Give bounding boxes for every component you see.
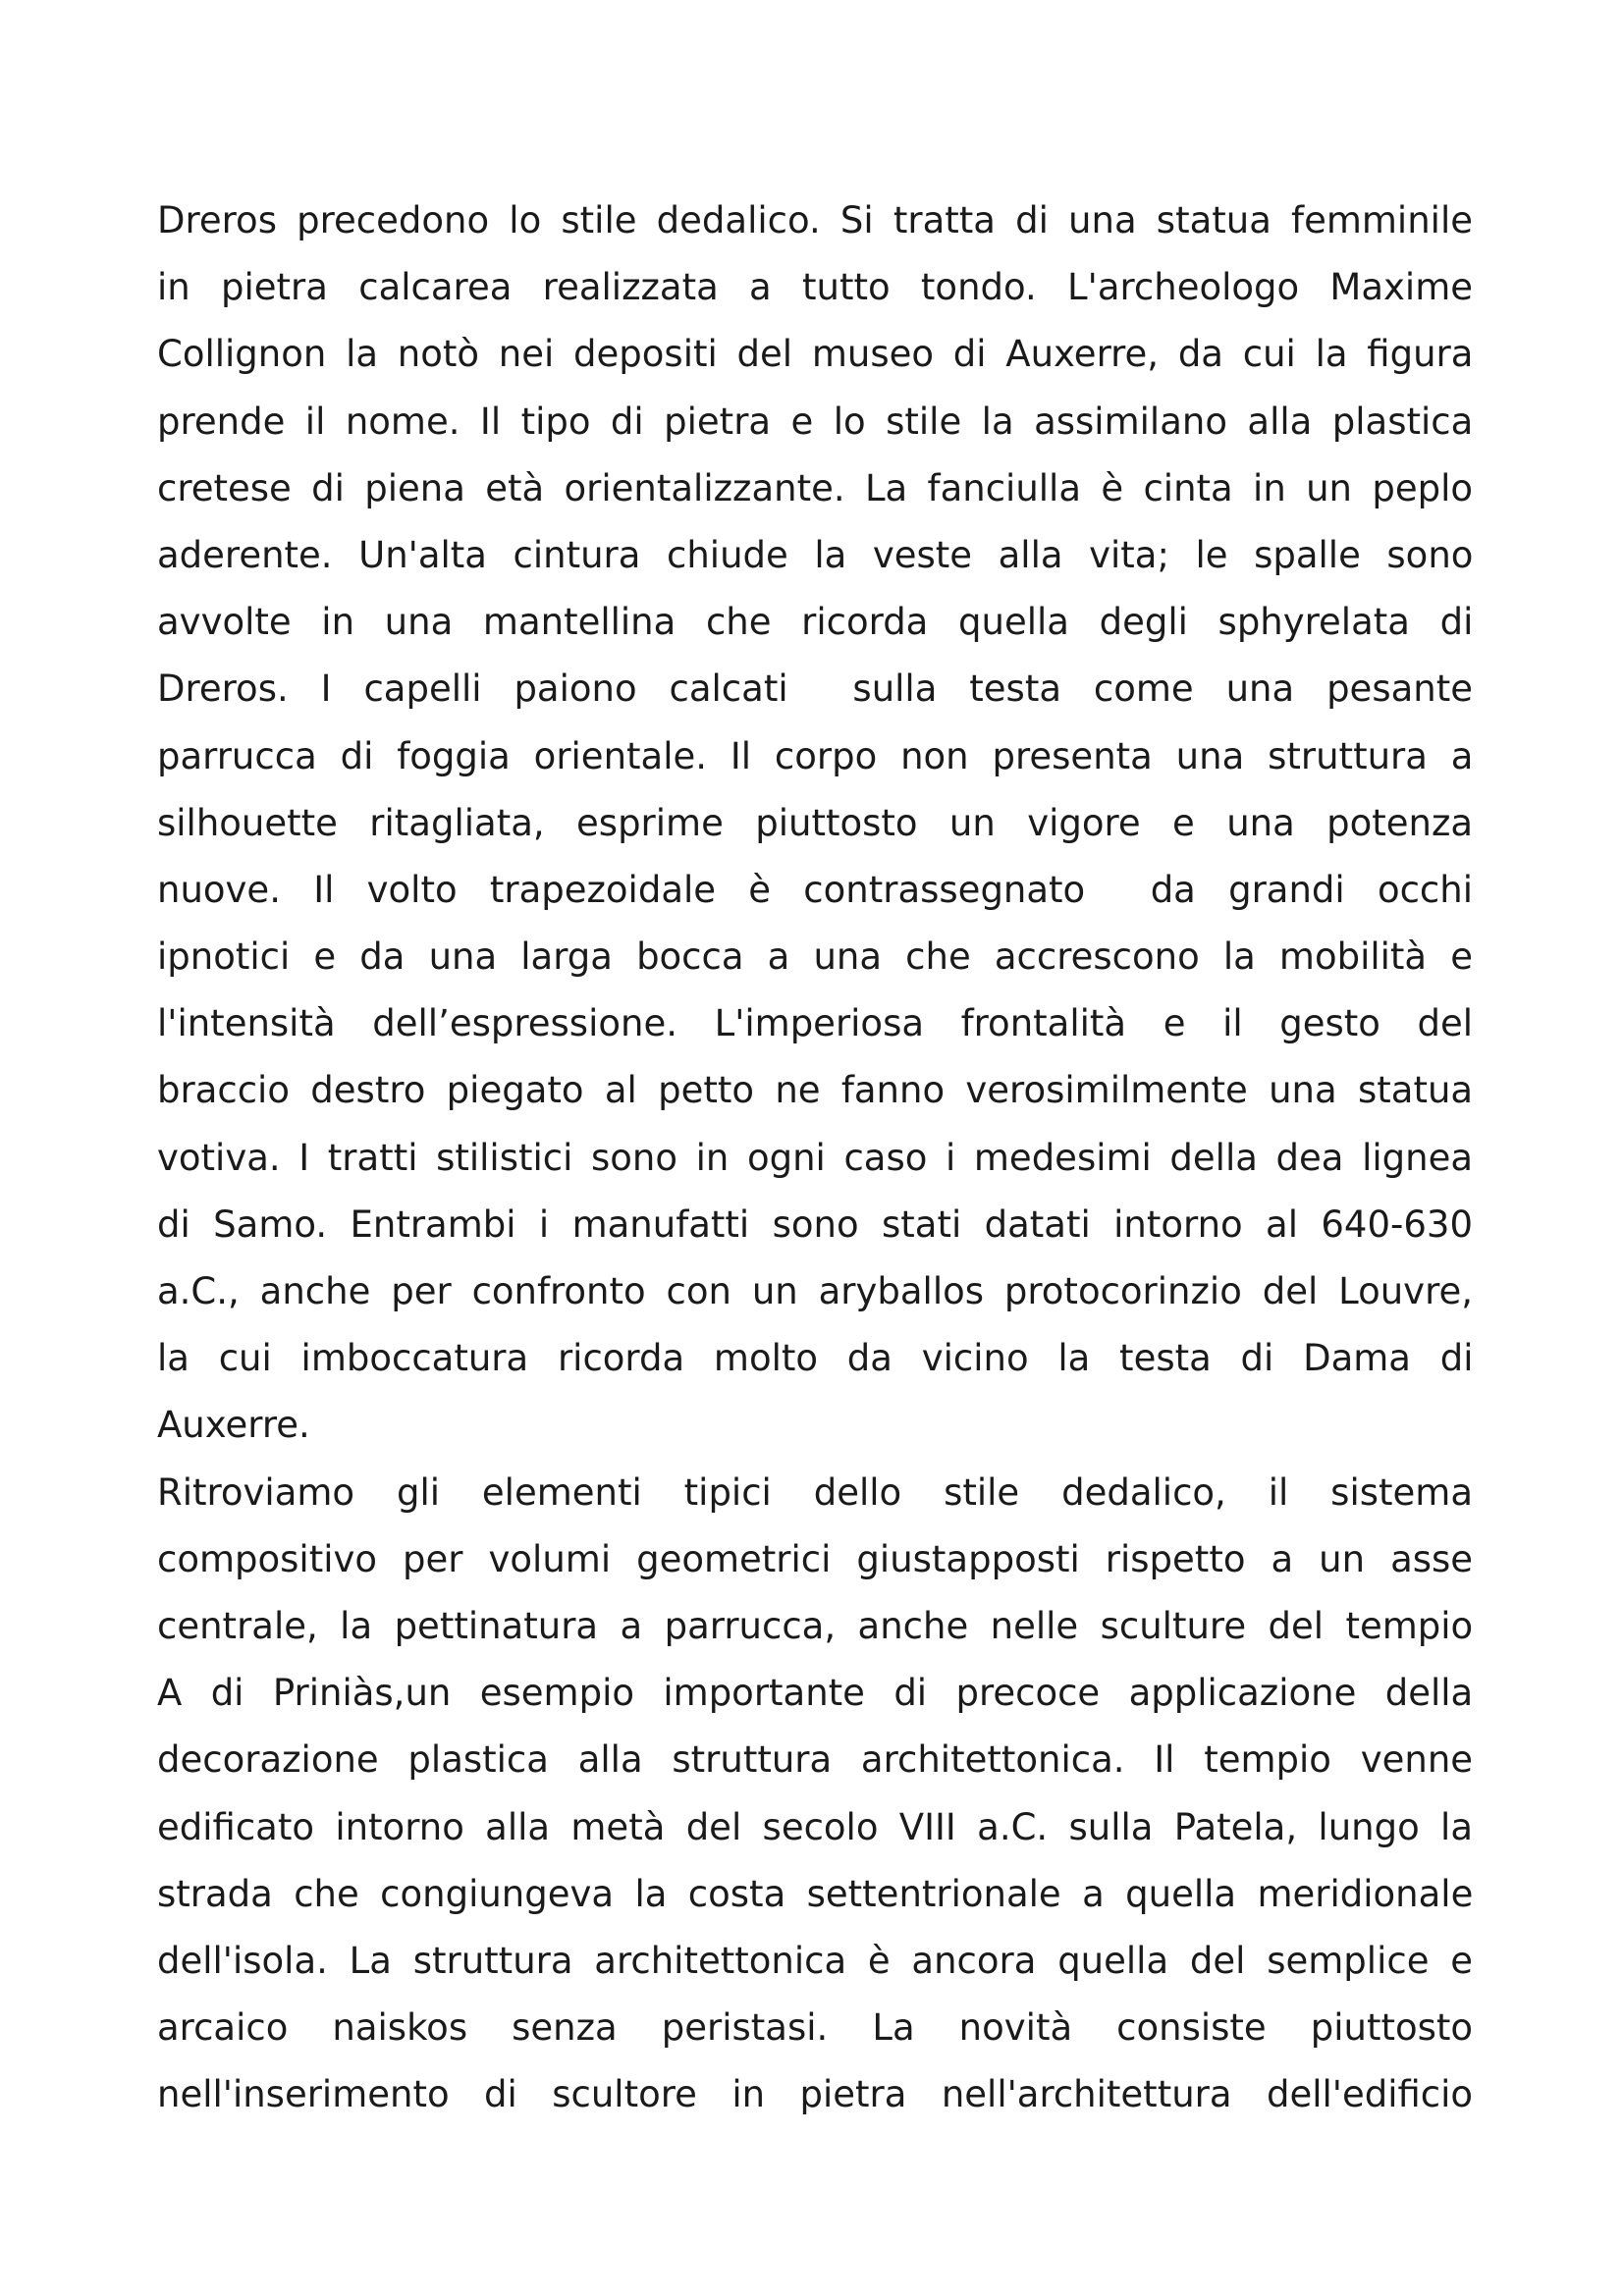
text-line: A di Priniàs,un esempio importante di precoce applicazione della <box>157 1672 1474 1715</box>
text-line: Collignon la notò nei depositi del museo di Auxerre, da cui la figura <box>157 333 1474 376</box>
text-line: nell'inserimento di scultore in pietra nell'architettura dell'edificio <box>157 2073 1474 2116</box>
text-line: braccio destro piegato al petto ne fanno verosimilmente una statua <box>157 1069 1474 1112</box>
text-line: aderente. Un'alta cintura chiude la veste alla vita; le spalle sono <box>157 533 1474 576</box>
text-line: votiva. I tratti stilistici sono in ogni caso i medesimi della dea lignea <box>157 1136 1473 1179</box>
text-line: arcaico naiskos senza peristasi. La novità consiste piuttosto <box>157 2006 1474 2050</box>
text-line: in pietra calcarea realizzata a tutto tondo. L'archeologo Maxime <box>157 266 1473 309</box>
body-text <box>157 187 1473 2128</box>
text-line: decorazione plastica alla struttura architettonica. Il tempio venne <box>157 1738 1474 1782</box>
text-line: nuove. Il volto trapezoidale è contrassegnato da grandi occhi <box>157 868 1473 911</box>
text-line: parrucca di foggia orientale. Il corpo non presenta una struttura a <box>157 734 1474 777</box>
text-line: centrale, la pettinatura a parrucca, anche nelle sculture del tempio <box>157 1604 1474 1647</box>
text-line: di Samo. Entrambi i manufatti sono stati datati intorno al 640-630 <box>157 1202 1473 1246</box>
text-line: prende il nome. Il tipo di pietra e lo stile la assimilano alla plastica <box>157 400 1474 443</box>
text-line: l'intensità dell’espressione. L'imperiosa frontalità e il gesto del <box>157 1002 1474 1045</box>
text-line: Dreros precedono lo stile dedalico. Si tratta di una statua femminile <box>157 199 1473 241</box>
text-line: Ritroviamo gli elementi tipici dello stile dedalico, il sistema <box>157 1470 1473 1514</box>
text-line: Dreros. I capelli paiono calcati sulla testa come una pesante <box>157 667 1473 711</box>
text-line: edificato intorno alla metà del secolo VIII a.C. sulla Patela, lungo la <box>157 1805 1473 1848</box>
text-line: dell'isola. La struttura architettonica è ancora quella del semplice e <box>157 1939 1473 1982</box>
text-line: silhouette ritagliata, esprime piuttosto un vigore e una potenza <box>157 801 1474 844</box>
text-line: ipnotici e da una larga bocca a una che accrescono la mobilità e <box>157 935 1473 979</box>
text-line: strada che congiungeva la costa settentrionale a quella meridionale <box>157 1872 1474 1915</box>
text-line: cretese di piena età orientalizzante. La fanciulla è cinta in un peplo <box>157 466 1473 509</box>
text-line: a.C., anche per confronto con un aryballos protocorinzio del Louvre, <box>157 1270 1473 1312</box>
text-line: la cui imboccatura ricorda molto da vicino la testa di Dama di <box>157 1337 1474 1380</box>
text-line: Auxerre. <box>157 1404 310 1447</box>
text-line: avvolte in una mantellina che ricorda quella degli sphyrelata di <box>157 601 1474 644</box>
text-line: compositivo per volumi geometrici giustapposti rispetto a un asse <box>157 1537 1474 1580</box>
